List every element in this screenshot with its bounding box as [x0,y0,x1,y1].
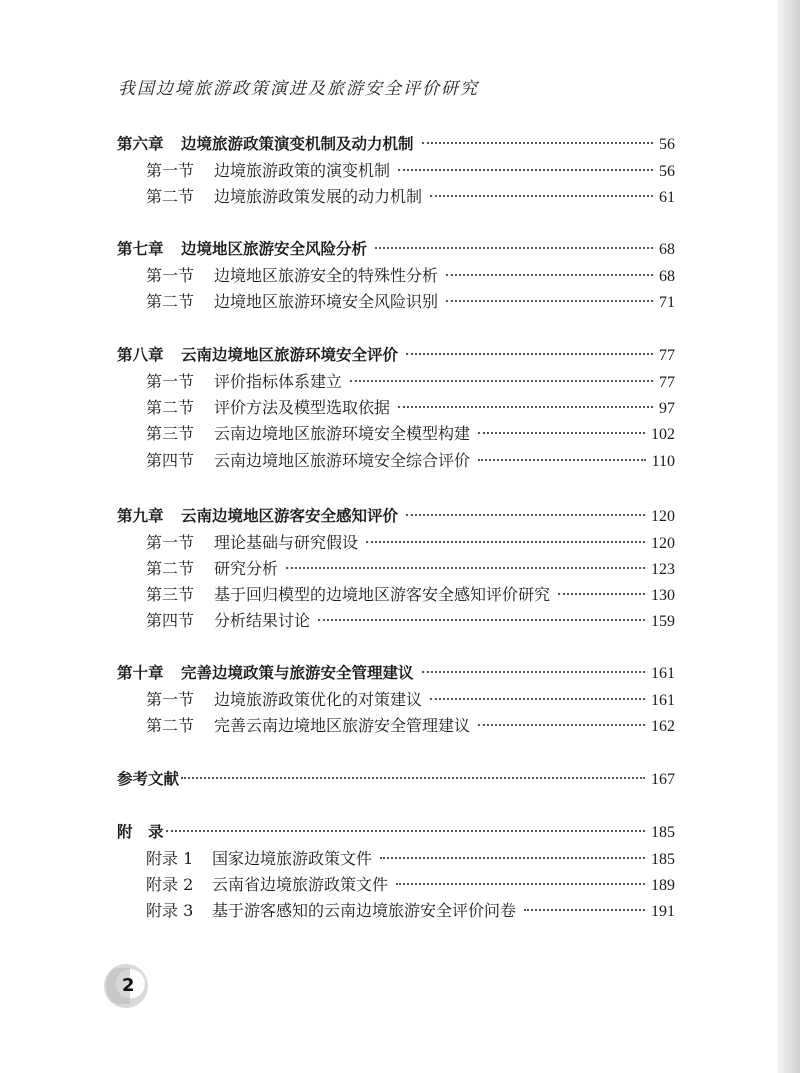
toc-chapter-8[interactable] [117,343,675,369]
section-title: 基于回归模型的边境地区游客安全感知评价研究 [214,585,551,604]
toc-section-8-3[interactable] [146,421,675,447]
chapter-title: 云南边境地区旅游环境安全评价 [181,346,399,364]
dot-leader [406,352,653,355]
section-title: 云南边境地区旅游环境安全模型构建 [214,424,471,443]
chapter-title: 云南边境地区游客安全感知评价 [181,507,399,525]
dot-leader [430,697,645,700]
dot-leader [446,273,653,276]
page-ref: 130 [651,587,675,604]
section-title: 边境旅游政策优化的对策建议 [214,690,423,709]
dot-leader [366,540,645,543]
dot-leader [478,431,645,434]
toc-section-6-2[interactable] [146,184,675,210]
dot-leader [558,592,645,595]
toc-references[interactable] [117,767,675,793]
chapter-title: 边境旅游政策演变机制及动力机制 [181,135,414,153]
page-ref: 68 [659,241,675,258]
toc-section-9-3[interactable] [146,582,675,608]
appendix-item-title: 基于游客感知的云南边境旅游安全评价问卷 [212,901,517,920]
dot-leader [398,168,653,171]
dot-leader [524,908,645,911]
page-ref: 185 [651,851,675,868]
page-ref: 120 [651,535,675,552]
page-ref: 68 [659,268,675,285]
toc-chapter-10[interactable] [117,661,675,687]
appendix-title: 附 录 [117,823,164,841]
section-number: 第一节 [146,533,195,552]
toc-section-8-1[interactable] [146,369,675,395]
running-head: 我国边境旅游政策演进及旅游安全评价研究 [118,79,479,99]
toc-appendix[interactable] [117,820,675,846]
page-ref: 56 [659,163,675,180]
page-number: 2 [122,975,135,996]
toc-appendix-3[interactable] [146,898,675,924]
references-title: 参考文献 [117,770,180,788]
page-ref: 167 [651,771,675,788]
section-number: 第四节 [146,451,195,470]
toc-section-8-2[interactable] [146,395,675,421]
page-ref: 120 [651,508,675,525]
chapter-number: 第十章 [117,664,164,682]
dot-leader [398,405,653,408]
chapter-title: 完善边境政策与旅游安全管理建议 [181,664,414,682]
section-title: 理论基础与研究假设 [214,533,359,552]
page-ref: 77 [659,347,675,364]
dot-leader [446,299,653,302]
appendix-number: 附录 1 [146,849,194,868]
toc-section-10-2[interactable] [146,713,675,739]
chapter-title: 边境地区旅游安全风险分析 [181,240,368,258]
chapter-number: 第六章 [117,135,164,153]
toc-appendix-2[interactable] [146,872,675,898]
section-number: 第一节 [146,161,195,180]
section-title: 分析结果讨论 [214,611,311,630]
page-ref: 159 [651,613,675,630]
section-number: 第一节 [146,372,195,391]
toc-section-7-1[interactable] [146,263,675,289]
dot-leader [380,856,645,859]
section-number: 第一节 [146,690,195,709]
dot-leader [430,194,653,197]
section-number: 第三节 [146,424,195,443]
page-ref: 189 [651,877,675,894]
page-ref: 191 [651,903,675,920]
page-ref: 185 [651,824,675,841]
section-number: 第二节 [146,398,195,417]
page-ref: 110 [651,453,675,470]
toc-section-7-2[interactable] [146,289,675,315]
dot-leader [181,776,645,779]
section-title: 评价方法及模型选取依据 [214,398,391,417]
dot-leader [422,141,653,144]
section-title: 边境旅游政策的演变机制 [214,161,391,180]
dot-leader [478,723,645,726]
page-ref: 71 [659,294,675,311]
page-ref: 102 [651,426,675,443]
appendix-number: 附录 3 [146,901,194,920]
page-ref: 123 [651,561,675,578]
dot-leader [422,670,645,673]
section-number: 第二节 [146,187,195,206]
chapter-number: 第七章 [117,240,164,258]
toc-section-9-2[interactable] [146,556,675,582]
section-number: 第二节 [146,716,195,735]
page-ref: 97 [659,400,675,417]
dot-leader [166,829,645,832]
section-number: 第一节 [146,266,195,285]
section-title: 边境旅游政策发展的动力机制 [214,187,423,206]
appendix-item-title: 国家边境旅游政策文件 [212,849,373,868]
chapter-number: 第九章 [117,507,164,525]
chapter-number: 第八章 [117,346,164,364]
dot-leader [406,513,645,516]
toc-chapter-9[interactable] [117,504,675,530]
toc-section-8-4[interactable] [146,448,675,474]
dot-leader [350,379,653,382]
dot-leader [478,458,646,461]
page-ref: 161 [651,665,675,682]
section-title: 边境地区旅游安全的特殊性分析 [214,266,439,285]
section-title: 边境地区旅游环境安全风险识别 [214,292,439,311]
dot-leader [286,566,645,569]
page-ref: 56 [659,136,675,153]
section-number: 第三节 [146,585,195,604]
toc-appendix-1[interactable] [146,846,675,872]
section-title: 研究分析 [214,559,279,578]
appendix-number: 附录 2 [146,875,194,894]
dot-leader [318,618,645,621]
section-title: 完善云南边境地区旅游安全管理建议 [214,716,471,735]
toc-section-6-1[interactable] [146,158,675,184]
section-title: 云南边境地区旅游环境安全综合评价 [214,451,471,470]
page-ref: 61 [659,189,675,206]
section-number: 第二节 [146,292,195,311]
appendix-item-title: 云南省边境旅游政策文件 [212,875,389,894]
page-ref: 77 [659,374,675,391]
page-ref: 162 [651,718,675,735]
toc-section-9-1[interactable] [146,530,675,556]
section-title: 评价指标体系建立 [214,372,343,391]
dot-leader [375,246,653,249]
section-number: 第二节 [146,559,195,578]
toc-chapter-6[interactable] [117,132,675,158]
toc-chapter-7[interactable] [117,237,675,263]
toc-section-9-4[interactable] [146,608,675,634]
section-number: 第四节 [146,611,195,630]
page-ref: 161 [651,692,675,709]
toc-section-10-1[interactable] [146,687,675,713]
dot-leader [396,882,645,885]
